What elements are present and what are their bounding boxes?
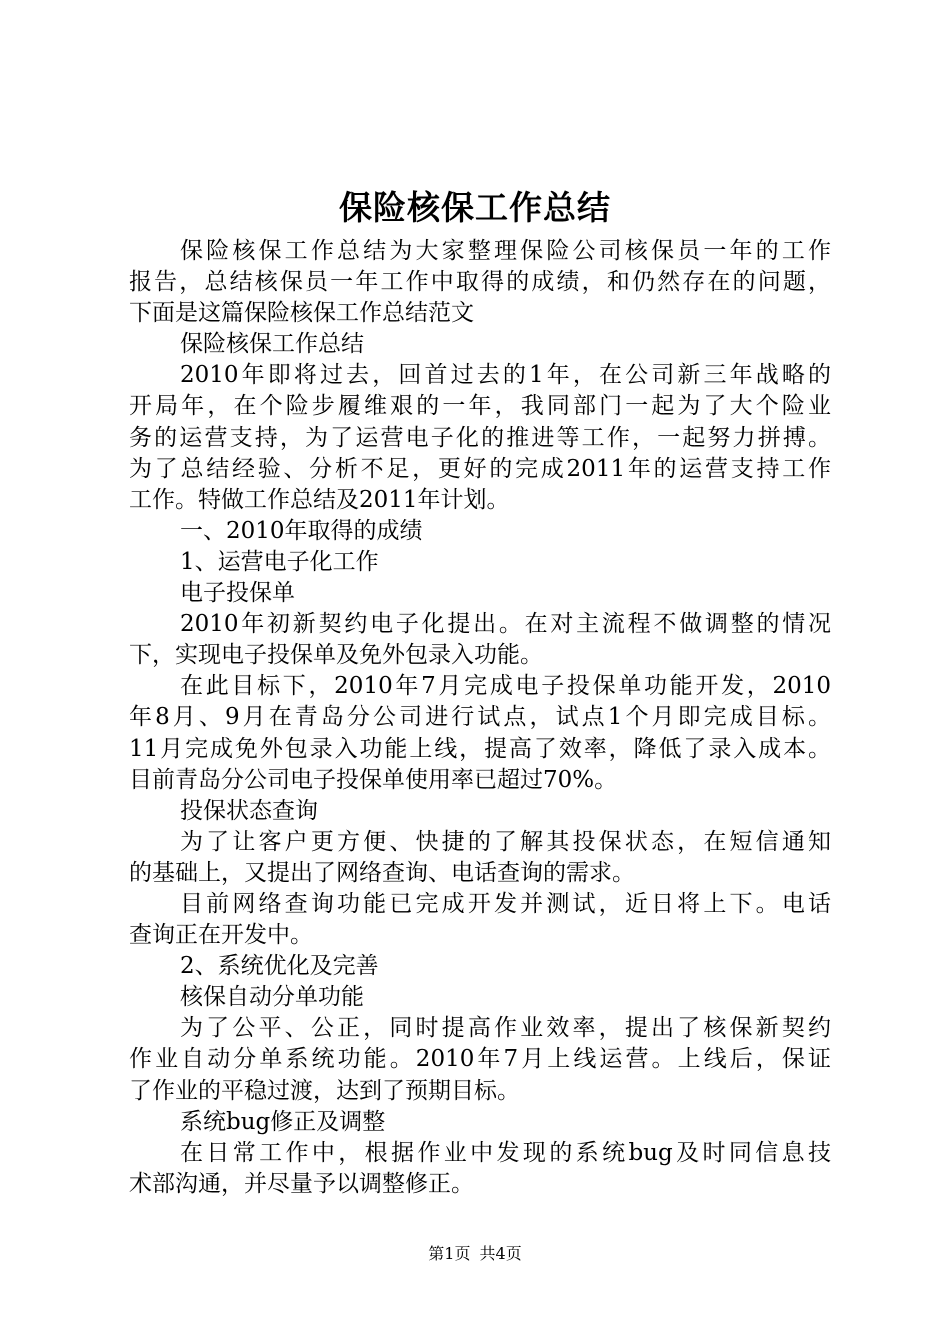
text-line: 工作。特做工作总结及2011年计划。 (129, 486, 510, 513)
text-line: 下面是这篇保险核保工作总结范文 (129, 300, 474, 327)
text-line: 2010年初新契约电子化提出。在对主流程不做调整的情况 (180, 611, 831, 638)
text-line: 开局年，在个险步履维艰的一年，我同部门一起为了大个险业 (129, 393, 831, 420)
page-footer (0, 1243, 950, 1265)
text-line: 核保自动分单功能 (180, 984, 364, 1011)
text-line: 投保状态查询 (180, 797, 318, 824)
text-line: 保险核保工作总结 (180, 331, 364, 358)
text-line: 查询正在开发中。 (129, 922, 313, 949)
text-line: 系统bug修正及调整 (180, 1108, 386, 1135)
text-line: 术部沟通，并尽量予以调整修正。 (129, 1170, 474, 1197)
text-line: 在日常工作中，根据作业中发现的系统bug及时同信息技 (180, 1139, 831, 1166)
text-line: 为了让客户更方便、快捷的了解其投保状态，在短信通知 (180, 828, 831, 855)
text-line: 一、2010年取得的成绩 (180, 517, 423, 544)
document-title: 保险核保工作总结 (339, 188, 611, 227)
text-line: 2、系统优化及完善 (180, 953, 379, 980)
text-line: 在此目标下，2010年7月完成电子投保单功能开发，2010 (180, 673, 831, 700)
text-line: 保险核保工作总结为大家整理保险公司核保员一年的工作 (180, 238, 831, 264)
page-total: 共4页 (479, 1244, 522, 1263)
text-line: 为了总结经验、分析不足，更好的完成2011年的运营支持工作 (129, 455, 831, 482)
text-line: 2010年即将过去，回首过去的1年，在公司新三年战略的 (180, 362, 831, 389)
text-line: 了作业的平稳过渡，达到了预期目标。 (129, 1077, 520, 1104)
text-line: 下，实现电子投保单及免外包录入功能。 (129, 642, 543, 669)
text-line: 目前网络查询功能已完成开发并测试，近日将上下。电话 (180, 890, 831, 917)
text-line: 作业自动分单系统功能。2010年7月上线运营。上线后，保证 (129, 1046, 831, 1073)
text-line: 年8月、9月在青岛分公司进行试点，试点1个月即完成目标。 (129, 704, 831, 731)
text-line: 电子投保单 (180, 580, 295, 607)
text-line: 报告，总结核保员一年工作中取得的成绩，和仍然存在的问题， (129, 269, 831, 296)
text-line: 目前青岛分公司电子投保单使用率已超过70%。 (129, 766, 618, 793)
text-line: 务的运营支持，为了运营电子化的推进等工作，一起努力拼搏。 (129, 424, 831, 451)
text-line: 1、运营电子化工作 (180, 548, 379, 575)
text-line: 为了公平、公正，同时提高作业效率，提出了核保新契约 (180, 1015, 831, 1042)
text-line: 11月完成免外包录入功能上线，提高了效率，降低了录入成本。 (129, 735, 831, 762)
page-number: 第1页 (428, 1244, 471, 1263)
document-body (129, 236, 831, 1200)
text-line: 的基础上，又提出了网络查询、电话查询的需求。 (129, 859, 635, 886)
